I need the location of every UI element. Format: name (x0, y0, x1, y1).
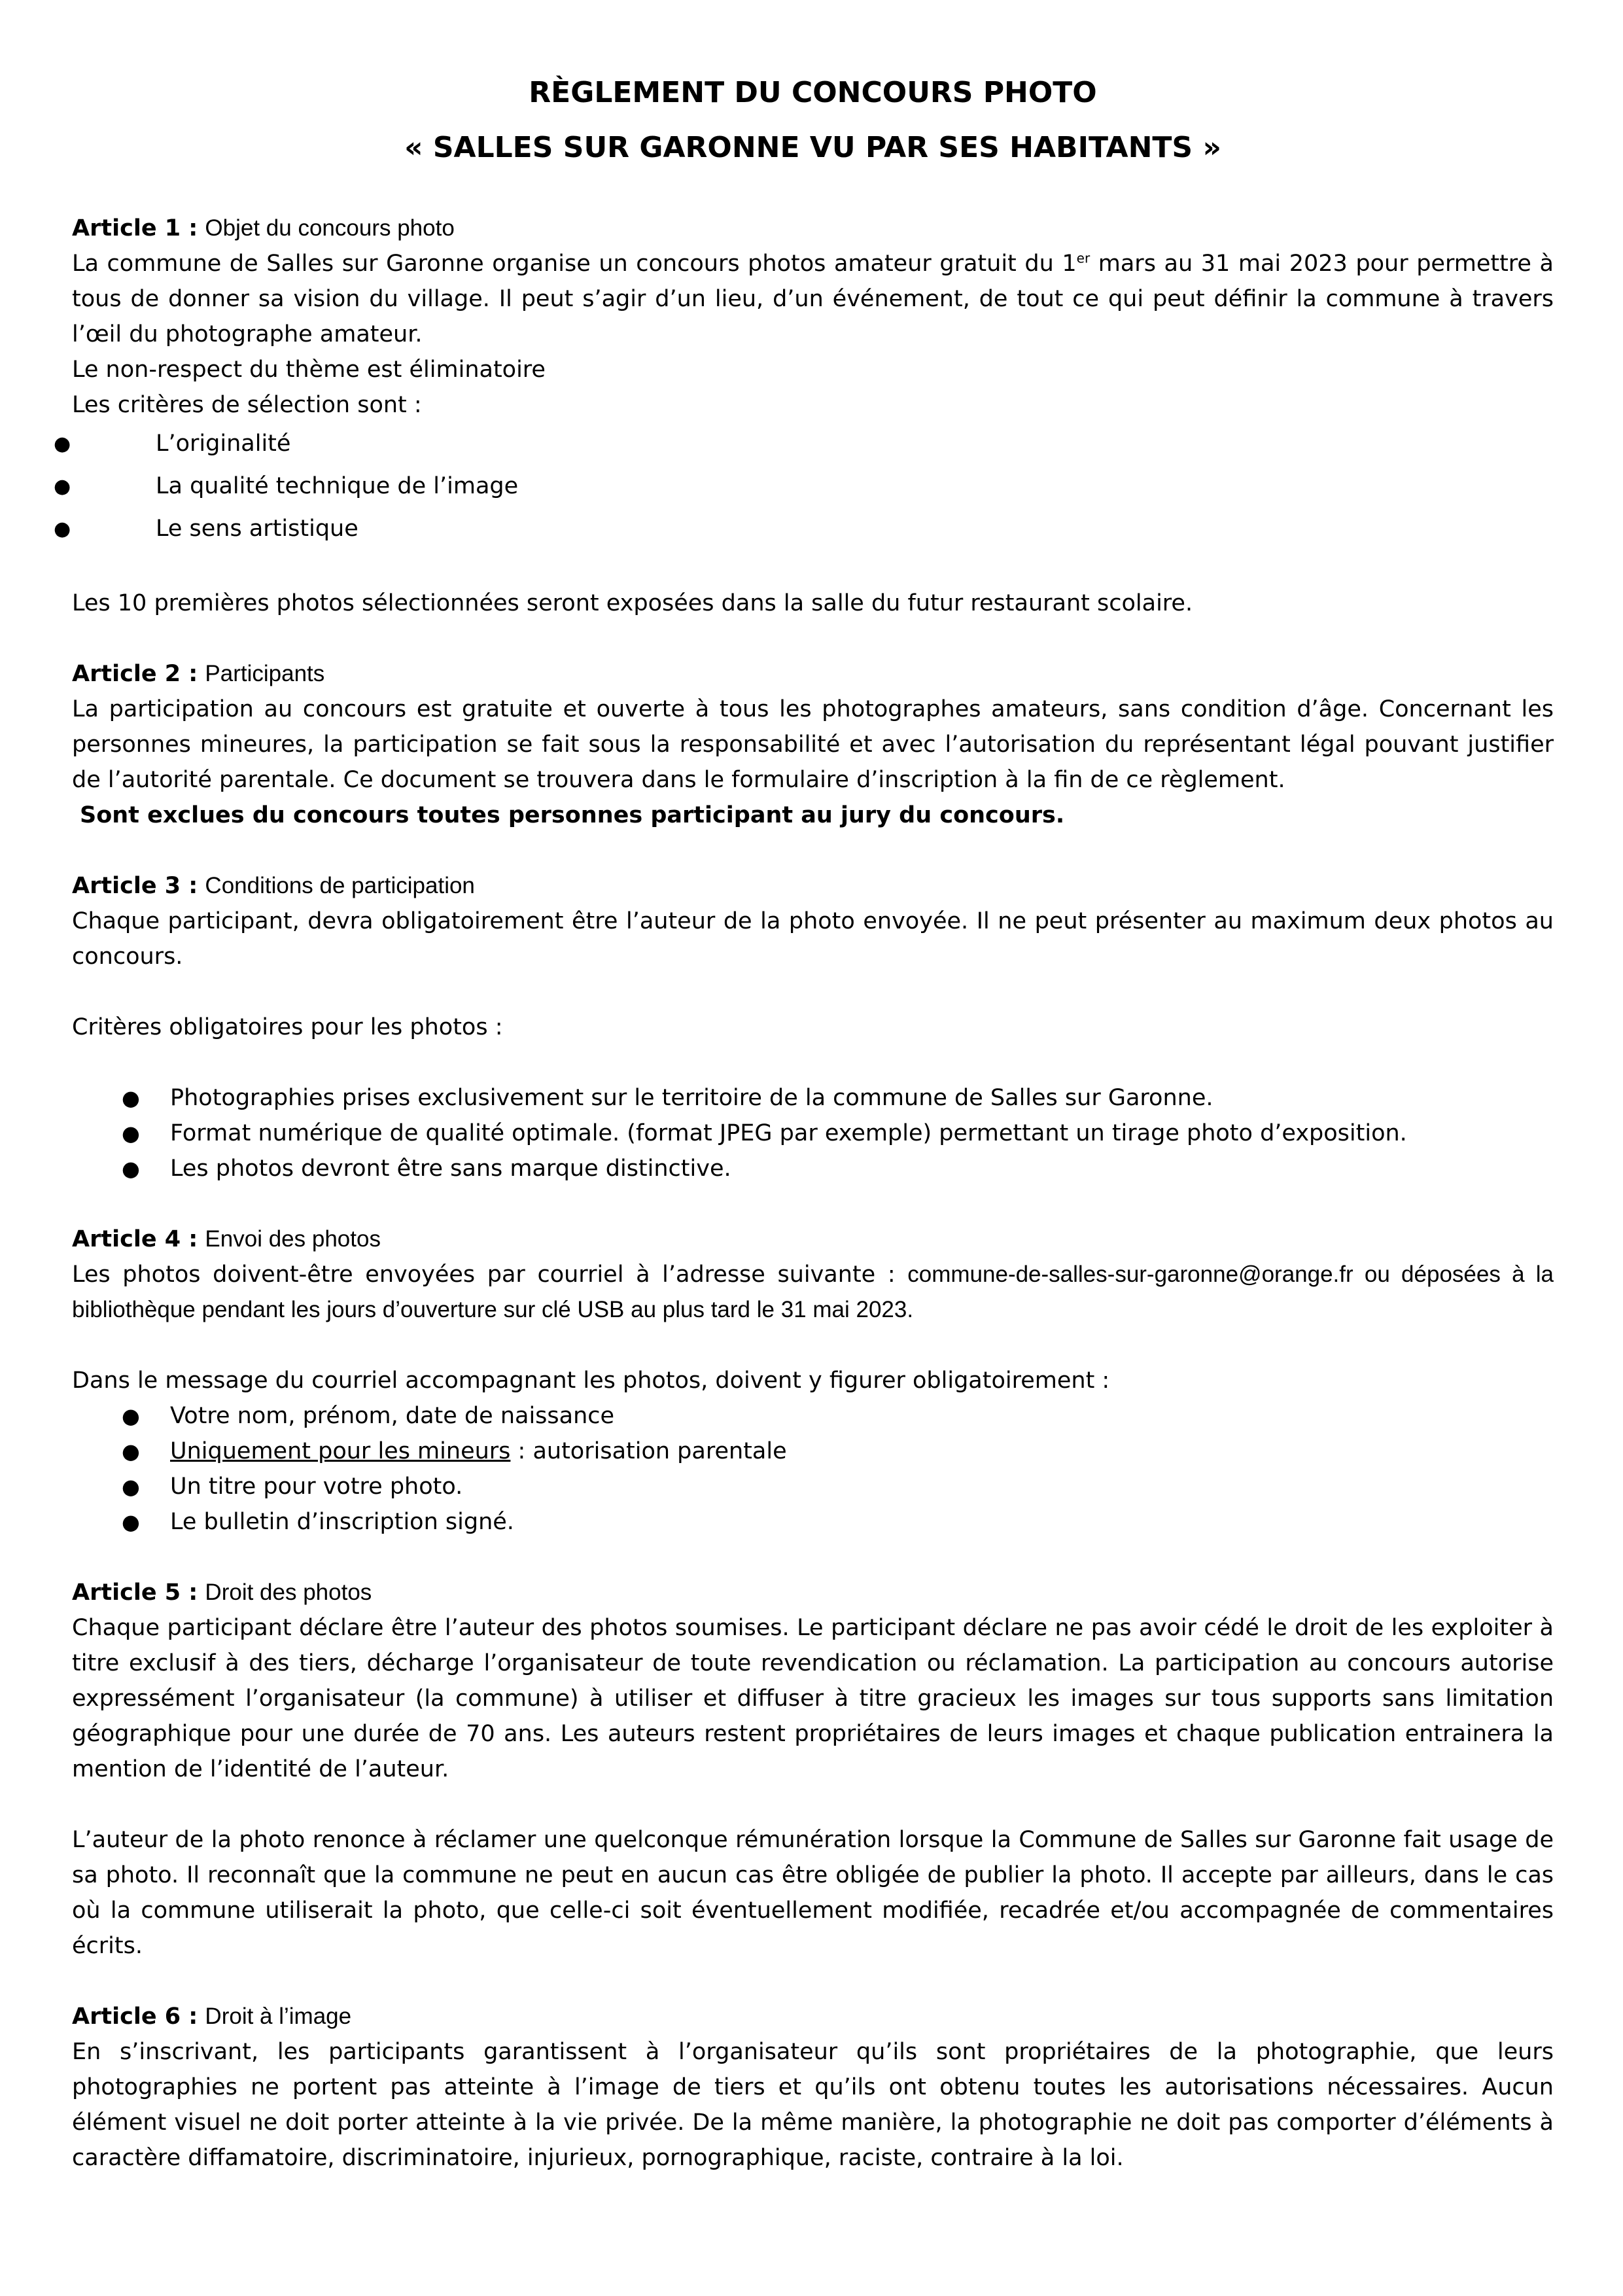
bullet-icon: ● (122, 1510, 140, 1534)
bullet-icon: ● (122, 1156, 140, 1181)
article-1-paragraph-2: Le non-respect du thème est éliminatoire (72, 357, 546, 383)
bullet-icon: ● (122, 1474, 140, 1499)
article-3-paragraph-1: Chaque participant, devra obligatoirement être l’auteur de la photo envoyée. Il ne peut présenter au maximum deux photos au concours. (72, 908, 1554, 970)
article-2 (72, 656, 1554, 868)
article-6-paragraph-1: En s’inscrivant, les participants garantissent à l’organisateur qu’ils sont propriétaires de la photographie, que leurs photographies ne portent pas atteinte à l’image de tiers et qu’ils ont obtenu toutes les autorisations nécessaires. Aucun élément visuel ne doit porter atteinte à la vie privée. De la même manière, la photographie ne doit pas comporter d’éléments à caractère diffamatoire, discriminatoire, injurieux, pornographique, raciste, contraire à la loi. (72, 2039, 1554, 2171)
article-3-label: Article 3 : (72, 873, 198, 899)
article-5-heading (72, 1575, 1554, 1610)
email-requirements-list (72, 1398, 1554, 1540)
article-3-heading (72, 868, 1554, 904)
list-item: ● Le sens artistique (72, 508, 1554, 550)
list-item: ● L’originalité (72, 423, 1554, 465)
underlined-text: Uniquement pour les mineurs (170, 1438, 511, 1464)
email-link[interactable]: commune-de-salles-sur-garonne@orange.fr (907, 1262, 1353, 1287)
article-1-paragraph-3: Les critères de sélection sont : (72, 392, 422, 418)
article-4-heading (72, 1222, 1554, 1257)
article-1-label: Article 1 : (72, 215, 198, 241)
bullet-icon: ● (122, 1121, 140, 1146)
article-6-heading (72, 1999, 1554, 2034)
list-item: ● Photographies prises exclusivement sur le territoire de la commune de Salles sur Garonne. (72, 1080, 1554, 1116)
list-item: ● Les photos devront être sans marque distinctive. (72, 1151, 1554, 1186)
article-1-paragraph-1 (72, 246, 1554, 352)
article-2-label: Article 2 : (72, 661, 198, 687)
bullet-icon: ● (122, 1404, 140, 1428)
article-1-subtitle: Objet du concours photo (205, 215, 455, 241)
article-4-label: Article 4 : (72, 1226, 198, 1252)
article-4-paragraph-2: Dans le message du courriel accompagnant les photos, doivent y figurer obligatoirement : (72, 1368, 1110, 1394)
article-4-p1-part-b: ou déposées à la bibliothèque pendant les jours d’ouverture sur clé USB au plus tard le 31 mai 2023. (72, 1262, 1554, 1322)
article-3 (72, 868, 1554, 1222)
list-item: ● Le bulletin d’inscription signé. (72, 1504, 1554, 1540)
list-item: ● La qualité technique de l’image (72, 465, 1554, 508)
list-item: ● Format numérique de qualité optimale. (format JPEG par exemple) permettant un tirage photo d’exposition. (72, 1116, 1554, 1151)
article-5 (72, 1575, 1554, 1999)
article-5-paragraph-2: L’auteur de la photo renonce à réclamer une quelconque rémunération lorsque la Commune de Salles sur Garonne fait usage de sa photo. Il reconnaît que la commune ne peut en aucun cas être obligée de publier la photo. Il accepte par ailleurs, dans le cas où la commune utiliserait la photo, que celle-ci soit éventuellement modifiée, recadrée et/ou accompagnée de commentaires écrits. (72, 1827, 1554, 1959)
photo-criteria-list (72, 1080, 1554, 1186)
article-4-paragraph-1 (72, 1257, 1554, 1328)
article-5-label: Article 5 : (72, 1580, 198, 1606)
article-2-bold-notice: Sont exclues du concours toutes personnes participant au jury du concours. (80, 802, 1065, 828)
bullet-icon: ● (122, 1086, 140, 1110)
selection-criteria-list (54, 423, 1554, 550)
article-2-subtitle: Participants (205, 661, 325, 686)
article-3-subtitle: Conditions de participation (205, 873, 475, 898)
article-4-subtitle: Envoi des photos (205, 1226, 381, 1252)
article-1-p1-part-a: La commune de Salles sur Garonne organise un concours photos amateur gratuit du 1 (72, 251, 1077, 277)
bullet-icon: ● (122, 1439, 140, 1464)
bullet-icon: ● (54, 518, 71, 540)
document-title-line1: RÈGLEMENT DU CONCOURS PHOTO (529, 76, 1097, 109)
list-item: ● Un titre pour votre photo. (72, 1469, 1554, 1504)
article-4-p1-part-a: Les photos doivent-être envoyées par courriel à l’adresse suivante : (72, 1262, 908, 1288)
article-5-subtitle: Droit des photos (205, 1580, 372, 1605)
article-2-heading (72, 656, 1554, 692)
article-1 (54, 211, 1554, 656)
article-1-paragraph-4: Les 10 premières photos sélectionnées seront exposées dans la salle du futur restaurant scolaire. (72, 590, 1193, 616)
list-item: ● Votre nom, prénom, date de naissance (72, 1398, 1554, 1434)
article-1-p1-part-b: mars au 31 mai 2023 pour permettre à tous de donner sa vision du village. Il peut s’agir d’un lieu, d’un événement, de tout ce qui peut définir la commune à travers l’œil du photographe amateur. (72, 251, 1554, 347)
article-6-subtitle: Droit à l’image (205, 2004, 352, 2029)
article-4 (72, 1222, 1554, 1575)
article-1-p1-superscript: er (1076, 250, 1091, 266)
article-3-paragraph-2: Critères obligatoires pour les photos : (72, 1014, 503, 1040)
list-item: ● Uniquement pour les mineurs : autorisation parentale (72, 1434, 1554, 1469)
article-6 (72, 1999, 1554, 2176)
document-title-line2: « SALLES SUR GARONNE VU PAR SES HABITANTS » (404, 131, 1221, 164)
article-6-label: Article 6 : (72, 2004, 198, 2030)
document-page (54, 65, 1554, 2176)
article-2-paragraph-1: La participation au concours est gratuite et ouverte à tous les photographes amateurs, sans condition d’âge. Concernant les personnes mineures, la participation se fait sous la responsabilité et avec l’autorisation du représentant légal pouvant justifier de l’autorité parentale. Ce document se trouvera dans le formulaire d’inscription à la fin de ce règlement. (72, 696, 1554, 793)
article-5-paragraph-1: Chaque participant déclare être l’auteur des photos soumises. Le participant déclare ne pas avoir cédé le droit de les exploiter à titre exclusif à des tiers, décharge l’organisateur de toute revendication ou réclamation. La participation au concours autorise expressément l’organisateur (la commune) à utiliser et diffuser à titre gracieux les images sur tous supports sans limitation géographique pour une durée de 70 ans. Les auteurs restent propriétaires de leurs images et chaque publication entrainera la mention de l’identité de l’auteur. (72, 1615, 1554, 1782)
article-1-heading (72, 211, 1554, 246)
bullet-icon: ● (54, 475, 71, 498)
bullet-icon: ● (54, 433, 71, 455)
